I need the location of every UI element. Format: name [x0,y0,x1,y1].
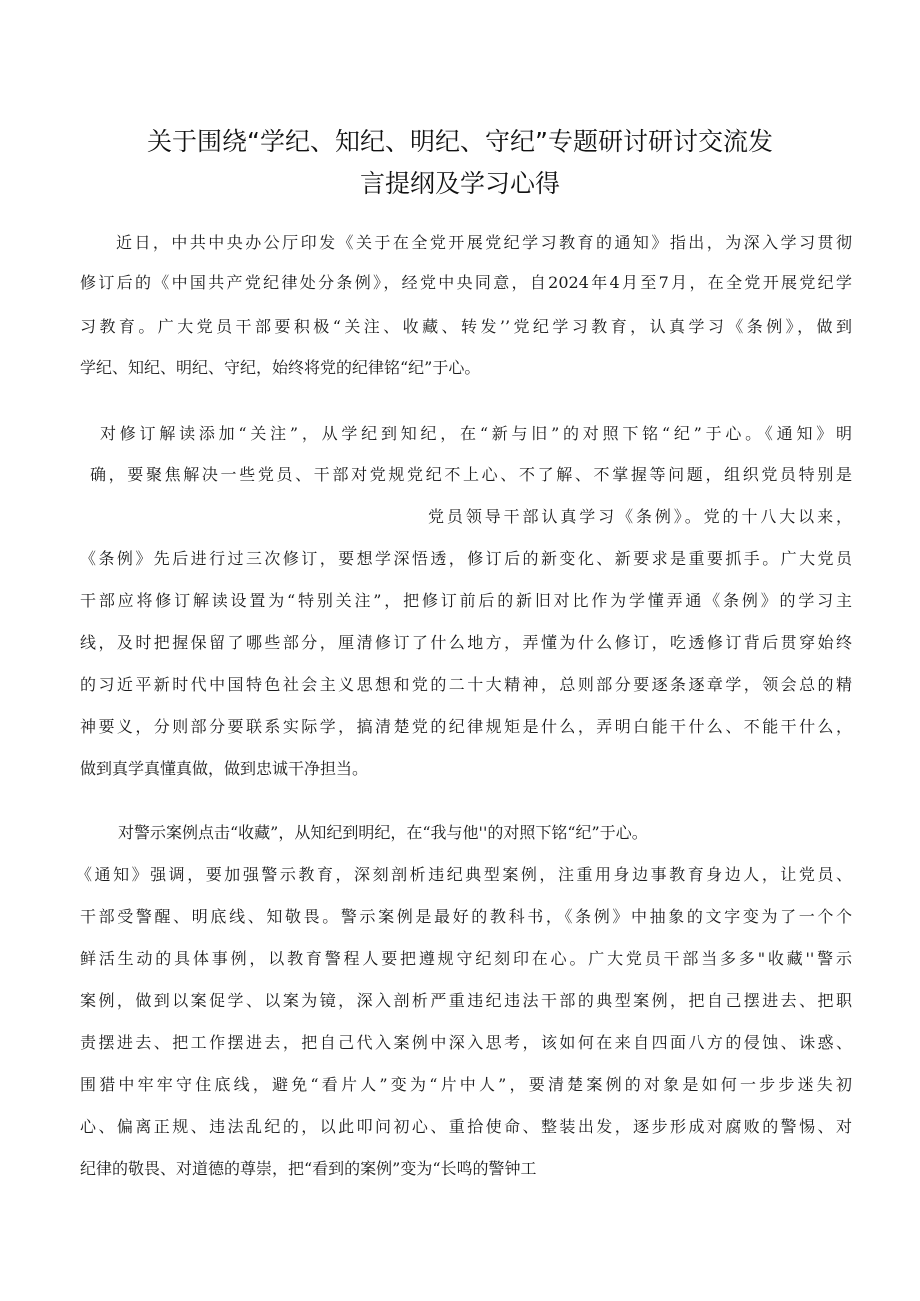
document-title-line-1: 关于围绕“学纪、知纪、明纪、守纪”专题研讨研讨交流发 [147,127,773,156]
paragraph-line: 鲜活生动的具体事例，以教育警程人要把遵规守纪刻印在心。广大党员干部当多多"收藏''警示 [80,949,852,968]
paragraph-line: 的习近平新时代中国特色社会主义思想和党的二十大精神，总则部分要逐条逐章学，领会总的精 [80,675,852,694]
paragraph-line: 对修订解读添加“关注”，从学纪到知纪，在“新与旧”的对照下铭“纪”于心。《通知》明 [100,424,852,443]
paragraph-line: 案例，做到以案促学、以案为镜，深入剖析严重违纪违法干部的典型案例，把自己摆进去、把职 [80,991,852,1010]
paragraph-line: 线，及时把握保留了哪些部分，厘清修订了什么地方，弄懂为什么修订，吃透修订背后贯穿始终 [80,633,852,652]
paragraph-line: 党员领导干部认真学习《条例》。党的十八大以来， [428,507,852,526]
paragraph-line: 对警示案例点击“收藏”，从知纪到明纪，在“我与他''的对照下铭“纪”于心。 [118,823,648,842]
paragraph-line: 心、偏离正规、违法乱纪的，以此叩问初心、重拾使命、整装出发，逐步形成对腐败的警惕、对 [80,1117,852,1136]
paragraph-line: 《条例》先后进行过三次修订，要想学深悟透，修订后的新变化、新要求是重要抓手。广大党员 [80,549,852,568]
paragraph-line: 修订后的《中国共产党纪律处分条例》，经党中央同意，自2024年4月至7月，在全党开展党纪学 [80,273,852,292]
paragraph-line: 习教育。广大党员干部要积极“关注、收藏、转发’’党纪学习教育，认真学习《条例》，做到 [80,317,852,336]
paragraph-line: 近日，中共中央办公厅印发《关于在全党开展党纪学习教育的通知》指出，为深入学习贯彻 [116,233,852,252]
paragraph-line: 做到真学真懂真做，做到忠诚干净担当。 [80,759,369,778]
paragraph-line: 围猎中牢牢守住底线，避免“看片人”变为“片中人”，要清楚案例的对象是如何一步步迷失初 [80,1075,852,1094]
paragraph-line: 干部受警醒、明底线、知敬畏。警示案例是最好的教科书，《条例》中抽象的文字变为了一个个 [80,907,852,926]
paragraph-line: 学纪、知纪、明纪、守纪，始终将党的纪律铭“纪”于心。 [80,358,481,377]
paragraph-line: 确，要聚焦解决一些党员、干部对党规党纪不上心、不了解、不掌握等问题，组织党员特别是 [90,465,852,484]
document-title-line-2: 言提纲及学习心得 [359,169,560,198]
paragraph-line: 责摆进去、把工作摆进去，把自己代入案例中深入思考，该如何在来自四面八方的侵蚀、诛惑、 [80,1033,852,1052]
paragraph-line: 《通知》强调，要加强警示教育，深刻剖析违纪典型案例，注重用身边事教育身边人，让党员、 [76,865,852,884]
paragraph-line: 干部应将修订解读设置为“特别关注”，把修订前后的新旧对比作为学懂弄通《条例》的学习主 [80,591,852,610]
paragraph-line: 神要义，分则部分要联系实际学，搞清楚党的纪律规矩是什么，弄明白能干什么、不能干什么， [80,717,852,736]
paragraph-line: 纪律的敬畏、对道德的尊崇，把“看到的案例”变为“长鸣的警钟工 [80,1159,537,1178]
